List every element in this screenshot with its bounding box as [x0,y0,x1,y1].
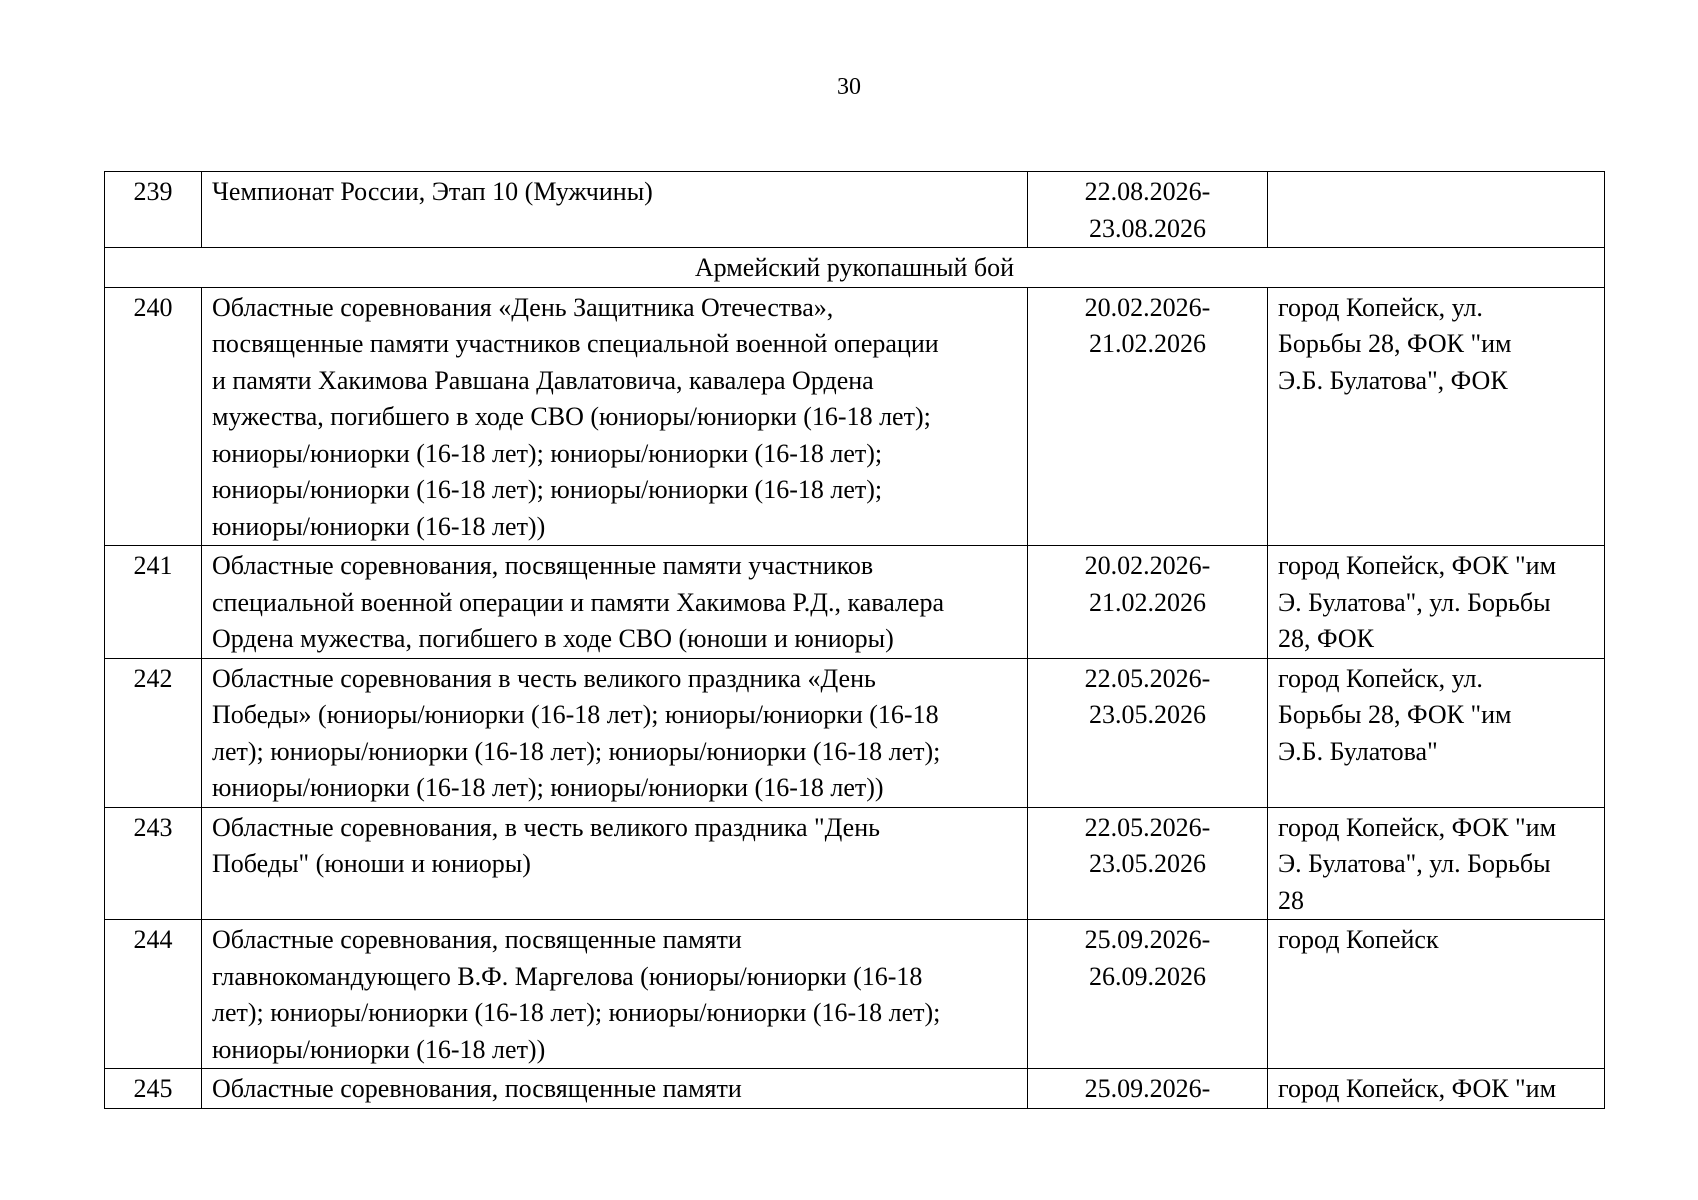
event-name-line: Областные соревнования «День Защитника Отечества», [212,292,834,322]
event-name-line: Чемпионат России, Этап 10 (Мужчины) [212,177,653,206]
event-location-line: город Копейск, ФОК "им [1278,812,1557,842]
event-location-line: Э.Б. Булатова", ФОК [1278,365,1508,395]
event-date-start: 22.05.2026- [1084,663,1211,693]
event-location [1268,807,1605,920]
event-name-line: Областные соревнования, в честь великого праздника "День [212,812,880,842]
table-row [105,287,1605,546]
event-name-line: главнокомандующего В.Ф. Маргелова (юниоры/юниорки (16-18 [212,961,923,991]
event-number: 244 [105,920,202,1069]
event-date-end: 21.02.2026 [1089,587,1206,617]
event-location-line: город Копейск [1278,925,1439,954]
event-name-line: мужества, погибшего в ходе СВО (юниоры/юниорки (16-18 лет); [212,402,931,431]
table-row [105,1069,1605,1109]
event-name-line: лет); юниоры/юниорки (16-18 лет); юниоры/юниорки (16-18 лет); [212,736,941,766]
event-number: 241 [105,546,202,659]
event-location [1268,1069,1605,1109]
event-name-line: юниоры/юниорки (16-18 лет); юниоры/юниорки (16-18 лет); [212,475,883,504]
event-dates [1028,1069,1268,1109]
event-location-line: город Копейск, ФОК "им [1278,1074,1557,1103]
event-name-line: юниоры/юниорки (16-18 лет); юниоры/юниорки (16-18 лет)) [212,773,884,802]
event-name [202,658,1028,807]
event-dates [1028,287,1268,546]
event-dates [1028,546,1268,659]
event-name-line: Областные соревнования в честь великого праздника «День [212,663,876,693]
event-location [1268,920,1605,1069]
event-name [202,807,1028,920]
event-name [202,546,1028,659]
event-location [1268,658,1605,807]
event-location-line: 28, ФОК [1278,624,1374,653]
event-location-line: Э.Б. Булатова" [1278,736,1438,766]
event-location-line: Борьбы 28, ФОК "им [1278,700,1512,729]
event-date-start: 20.02.2026- [1084,292,1211,322]
event-date-end: 26.09.2026 [1089,961,1206,991]
event-dates [1028,920,1268,1069]
event-number: 239 [105,172,202,248]
page-number: 30 [837,74,861,100]
event-name-line: лет); юниоры/юниорки (16-18 лет); юниоры/юниорки (16-18 лет); [212,998,941,1027]
event-name-line: и памяти Хакимова Равшана Давлатовича, кавалера Ордена [212,365,874,395]
events-table-body [105,172,1605,1109]
event-number: 245 [105,1069,202,1109]
event-date-end: 23.05.2026 [1089,849,1206,878]
event-location-line: город Копейск, ул. [1278,663,1483,693]
event-name-line: юниоры/юниорки (16-18 лет)) [212,511,546,541]
table-row [105,546,1605,659]
event-name-line: посвященные памяти участников специальной военной операции [212,329,939,358]
event-name [202,1069,1028,1109]
event-date-start: 22.05.2026- [1084,812,1211,842]
event-location-line: город Копейск, ул. [1278,292,1483,322]
event-date-start: 20.02.2026- [1084,551,1211,580]
event-dates [1028,658,1268,807]
event-name-line: специальной военной операции и памяти Хакимова Р.Д., кавалера [212,587,945,617]
table-row [105,172,1605,248]
table-row [105,658,1605,807]
event-name [202,172,1028,248]
event-name-line: Победы" (юноши и юниоры) [212,849,531,878]
event-location-line: Э. Булатова", ул. Борьбы [1278,849,1551,878]
event-number: 240 [105,287,202,546]
event-date-start: 25.09.2026- [1084,925,1211,954]
event-name-line: Ордена мужества, погибшего в ходе СВО (юноши и юниоры) [212,624,894,653]
event-location-line: Э. Булатова", ул. Борьбы [1278,587,1551,617]
table-row [105,920,1605,1069]
event-name [202,920,1028,1069]
event-number: 243 [105,807,202,920]
event-date-end: 23.05.2026 [1089,700,1206,729]
table-row [105,807,1605,920]
section-row [105,248,1605,288]
event-name-line: Областные соревнования, посвященные памяти [212,925,742,954]
event-dates [1028,172,1268,248]
event-date-start: 25.09.2026- [1084,1074,1211,1103]
event-name-line: юниоры/юниорки (16-18 лет)) [212,1034,546,1064]
event-dates [1028,807,1268,920]
section-title: Армейский рукопашный бой [105,248,1605,288]
event-date-end: 23.08.2026 [1089,213,1206,243]
event-name-line: Областные соревнования, посвященные памяти участников [212,551,874,580]
event-name-line: Победы» (юниоры/юниорки (16-18 лет); юниоры/юниорки (16-18 [212,700,939,729]
event-name-line: юниоры/юниорки (16-18 лет); юниоры/юниорки (16-18 лет); [212,438,883,468]
event-name [202,287,1028,546]
event-date-end: 21.02.2026 [1089,329,1206,358]
events-table [104,171,1605,1109]
event-date-start: 22.08.2026- [1084,177,1211,206]
event-location [1268,287,1605,546]
event-location [1268,546,1605,659]
event-location-line: 28 [1278,885,1304,915]
event-name-line: Областные соревнования, посвященные памяти [212,1074,742,1103]
event-location-line: город Копейск, ФОК "им [1278,551,1557,580]
event-number: 242 [105,658,202,807]
event-location-line: Борьбы 28, ФОК "им [1278,329,1512,358]
event-location [1268,172,1605,248]
